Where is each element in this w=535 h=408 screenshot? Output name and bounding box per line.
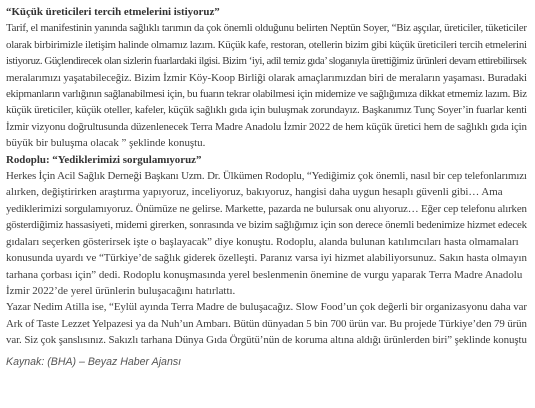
text-line: ekipmanların varlığının sağlanabilmesi için, bu fuarın tekrar olabilmesi için midemize ve sağlığımıza dikkat etmemiz lazım. Biz	[6, 88, 527, 101]
source-credit: Kaynak: (BHA) – Beyaz Haber Ajansı	[6, 355, 182, 368]
text-line: alırken, değiştirirken araştırma yapıyoruz, inceliyoruz, bakıyoruz, hangisi daha uygun hesaplı güvenli gibi… Ama	[6, 186, 503, 199]
text-line: gıdaları seçerken gösterirsek işte o başlayacak” diye konuştu. Rodoplu, alanda bulunan katılımcıları hasta olmamaları	[6, 235, 519, 248]
text-line: Yazar Nedim Atilla ise, “Eylül ayında Terra Madre de buluşacağız. Slow Food’un çok değerli bir organizasyonu daha var	[6, 301, 527, 314]
text-line: Herkes İçin Acil Sağlık Derneği Başkanı Uzm. Dr. Ülkümen Rodoplu, “Yediğimiz çok önemli, nasıl bir cep telefonlarımızı	[6, 170, 527, 183]
text-line: İzmir vizyonu doğrultusunda düzenlenecek Terra Madre Anadolu İzmir 2022 de hem küçük üretici hem de sağlıklı gıda için	[6, 120, 527, 133]
text-line: var. Siz çok şanslısınız. Sakızlı tarhana Dünya Gıda Örgütü’nün de koruma altına aldığı ürünlerden biri” şeklinde konuştu	[6, 334, 527, 347]
text-line: küçük üreticiler, küçük oteller, kafeler, küçük sağlıklı gıda için buluşmak zorundayız. Başkanımız Tunç Soyer’in fuarlar kenti	[6, 104, 527, 117]
text-line: tarhana çorbası için” dedi. Rodoplu konuşmasında yerel beslenmenin önemine de vurgu yaparak Terra Madre Anadolu	[6, 268, 523, 281]
text-line: meralarımızı yaşatabileceğiz. Bizim İzmir Köy-Koop Birliği olarak amaçlarımızdan biri de meraların yaşaması. Buradaki	[6, 71, 527, 84]
paragraph	[6, 168, 527, 299]
text-line: Tarif, el manifestinin yanında sağlıklı tarımın da çok önemli olduğunu belirten Neptün Soyer, “Biz aşçılar, üreticiler, tüketiciler	[6, 22, 527, 35]
section-rodoplu	[6, 152, 527, 349]
text-line: Ark of Taste Lezzet Yelpazesi ya da Nuh’un Ambarı. Bütün dünyadan 5 bin 700 ürün var. Bu projede Türkiye’den 79 ürün	[6, 317, 527, 330]
text-line: konusunda uyardı ve “Türkiye’de sağlık giderek özelleşti. Paranız varsa iyi hizmet alabiliyorsunuz. Sakın hasta olmayın	[6, 252, 527, 265]
text-line: istiyoruz. Güçlendirecek olan sizlerin fuarlardaki ilgisi. Bizim ‘iyi, adil temiz gıda’ sloganıyla ürettiğimiz ürünleri devam ettirebilirsek	[6, 55, 527, 68]
section-small-producers	[6, 4, 527, 152]
paragraph	[6, 299, 527, 348]
text-line: İzmir 2022’de yerel ürünlerin buluşacağını hatırlattı.	[6, 284, 236, 297]
paragraph	[6, 20, 527, 151]
section-heading: Rodoplu: “Yediklerimizi sorgulamıyoruz”	[6, 153, 202, 166]
text-line: gösterdiğimiz hassasiyeti, midemi girerken, sonrasında ve bizim sağlığımız için son derece önemli bedenimize hizmet edecek	[6, 219, 527, 232]
text-line: olarak birbirimizle iletişim halinde olmamız lazım. Küçük kafe, restoran, otellerin bizim gibi küçük üreticileri tercih etmelerini	[6, 38, 527, 51]
text-line: yediklerimizi sorgulamıyoruz. Önümüze ne gelirse. Markette, pazarda ne bulursak onu alıyoruz… Eğer cep telefonu alırken	[6, 202, 527, 215]
section-heading: “Küçük üreticileri tercih etmelerini istiyoruz”	[6, 6, 220, 18]
text-line: büyük bir buluşma olacak ” şeklinde konuştu.	[6, 137, 206, 150]
